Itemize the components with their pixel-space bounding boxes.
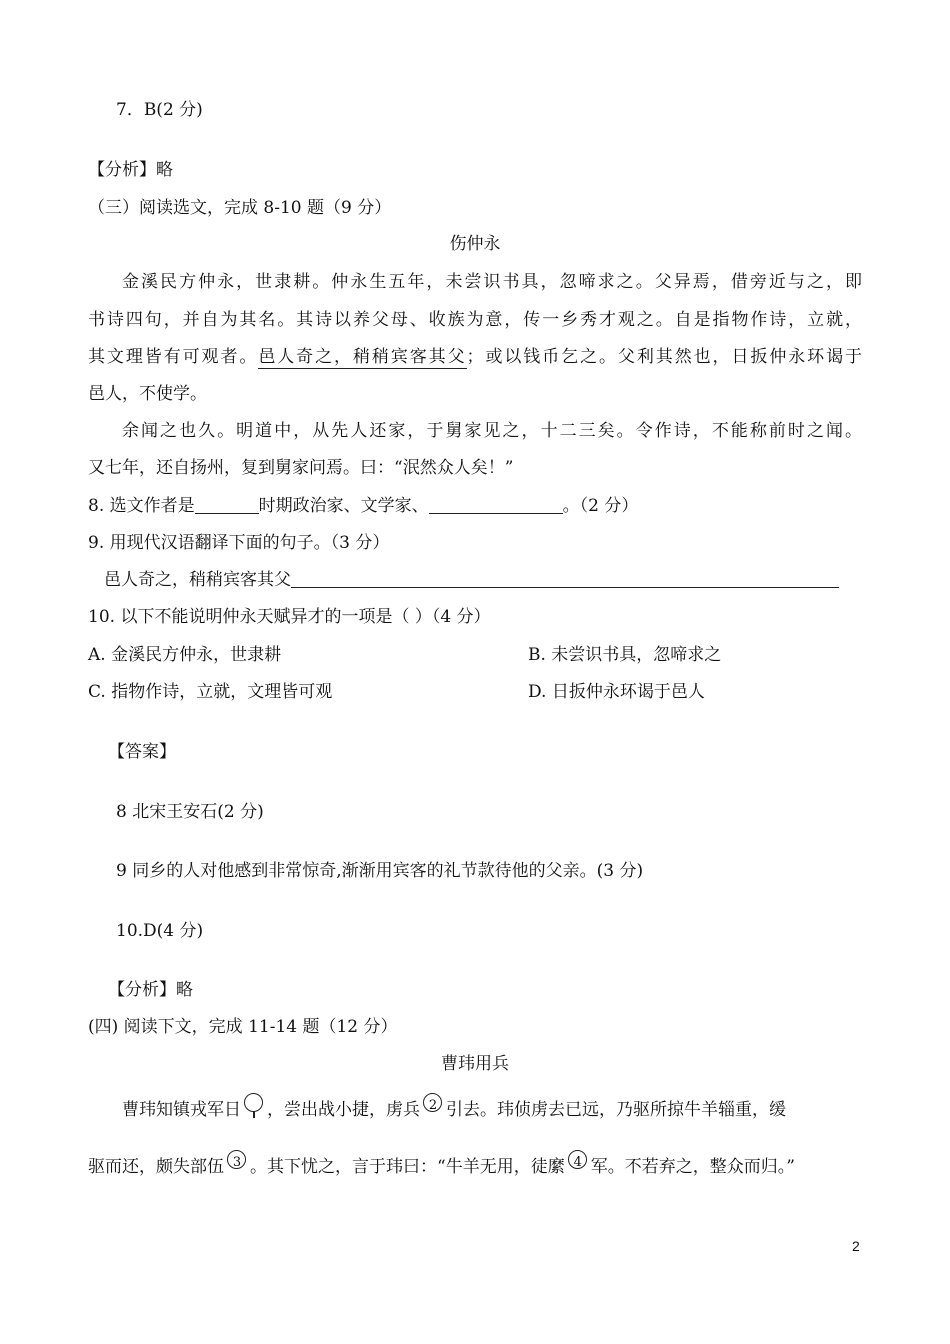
passage-text: 曹玮知镇戎军日 bbox=[122, 1100, 241, 1120]
answer-10: 10.D(4 分) bbox=[116, 921, 204, 941]
passage-line: 又七年，还自扬州，复到舅家问焉。曰：“泯然众人矣！” bbox=[88, 458, 514, 478]
passage-line bbox=[88, 1150, 795, 1179]
note-marker-1 bbox=[244, 1093, 264, 1121]
passage-line: 余闻之也久。明道中，从先人还家，于舅家见之，十二三矣。令作诗，不能称前时之闻。 bbox=[122, 421, 862, 441]
passage-text: 其文理皆有可观者。 bbox=[88, 347, 259, 367]
answer-8: 8 北宋王安石(2 分) bbox=[116, 802, 264, 822]
q9-sentence: 邑人奇之，稍稍宾客其父 bbox=[104, 570, 291, 590]
note-marker-3 bbox=[227, 1150, 247, 1178]
passage-text: ；或以钱币乞之。父利其然也，日扳仲永环谒于 bbox=[466, 347, 863, 367]
passage-line: 邑人，不使学。 bbox=[88, 384, 207, 404]
note-number bbox=[246, 1099, 262, 1113]
q8-text: 时期政治家、文学家、 bbox=[258, 496, 429, 516]
option-b[interactable]: B. 未尝识书具，忽啼求之 bbox=[528, 645, 722, 665]
passage-text: 引去。玮侦虏去已远，乃驱所掠牛羊辎重，缓 bbox=[446, 1100, 786, 1120]
note-number: 4 bbox=[573, 1155, 582, 1170]
question-9: 9. 用现代汉语翻译下面的句子。（3 分） bbox=[88, 533, 390, 553]
note-number: 2 bbox=[428, 1098, 438, 1113]
analysis-note: 【分析】略 bbox=[108, 980, 193, 1000]
passage-line bbox=[122, 1093, 786, 1122]
section3-heading: （三）阅读选文，完成 8-10 题（9 分） bbox=[88, 198, 392, 218]
section4-title: 曹玮用兵 bbox=[441, 1054, 509, 1074]
section3-title: 伤仲永 bbox=[449, 234, 501, 254]
option-c[interactable]: C. 指物作诗，立就，文理皆可观 bbox=[88, 682, 333, 702]
passage-line bbox=[88, 345, 862, 369]
passage-text: 军。不若弃之，整众而归。” bbox=[590, 1157, 795, 1177]
underlined-sentence: 邑人奇之，稍稍宾客其父 bbox=[258, 347, 467, 367]
answer-blank[interactable] bbox=[195, 495, 259, 514]
passage-line: 金溪民方仲永，世隶耕。仲永生五年，未尝识书具，忽啼求之。父异焉，借旁近与之，即 bbox=[122, 272, 862, 292]
page-number: 2 bbox=[852, 1238, 860, 1254]
note-marker-4 bbox=[568, 1150, 588, 1178]
q9-translation-line bbox=[104, 568, 839, 592]
passage-text: 。其下忧之，言于玮曰：“牛羊无用，徒縻 bbox=[250, 1157, 565, 1177]
option-d[interactable]: D. 日扳仲永环谒于邑人 bbox=[528, 682, 705, 702]
q8-text: 8. 选文作者是 bbox=[88, 496, 195, 516]
q8-text: 。（2 分） bbox=[562, 496, 639, 516]
option-a[interactable]: A. 金溪民方仲永，世隶耕 bbox=[88, 645, 282, 665]
answers-heading: 【答案】 bbox=[108, 742, 176, 762]
q7-answer: 7．B(2 分) bbox=[116, 100, 203, 120]
answer-blank[interactable] bbox=[429, 495, 563, 514]
analysis-note: 【分析】略 bbox=[88, 160, 173, 180]
question-8 bbox=[88, 494, 638, 518]
answer-9: 9 同乡的人对他感到非常惊奇,渐渐用宾客的礼节款待他的父亲。(3 分) bbox=[116, 861, 644, 881]
passage-text: ，尝出战小捷，虏兵 bbox=[267, 1100, 420, 1120]
note-number: 3 bbox=[232, 1155, 242, 1170]
question-10: 10. 以下不能说明仲永天赋异才的一项是（ ）（4 分） bbox=[88, 607, 491, 627]
passage-line: 书诗四句，并自为其名。其诗以养父母、收族为意，传一乡秀才观之。自是指物作诗，立就， bbox=[88, 310, 862, 330]
section4-heading: (四) 阅读下文，完成 11-14 题（12 分） bbox=[88, 1017, 398, 1037]
answer-blank[interactable] bbox=[291, 569, 839, 588]
note-marker-2 bbox=[423, 1093, 443, 1121]
passage-text: 驱而还，颇失部伍 bbox=[88, 1157, 224, 1177]
